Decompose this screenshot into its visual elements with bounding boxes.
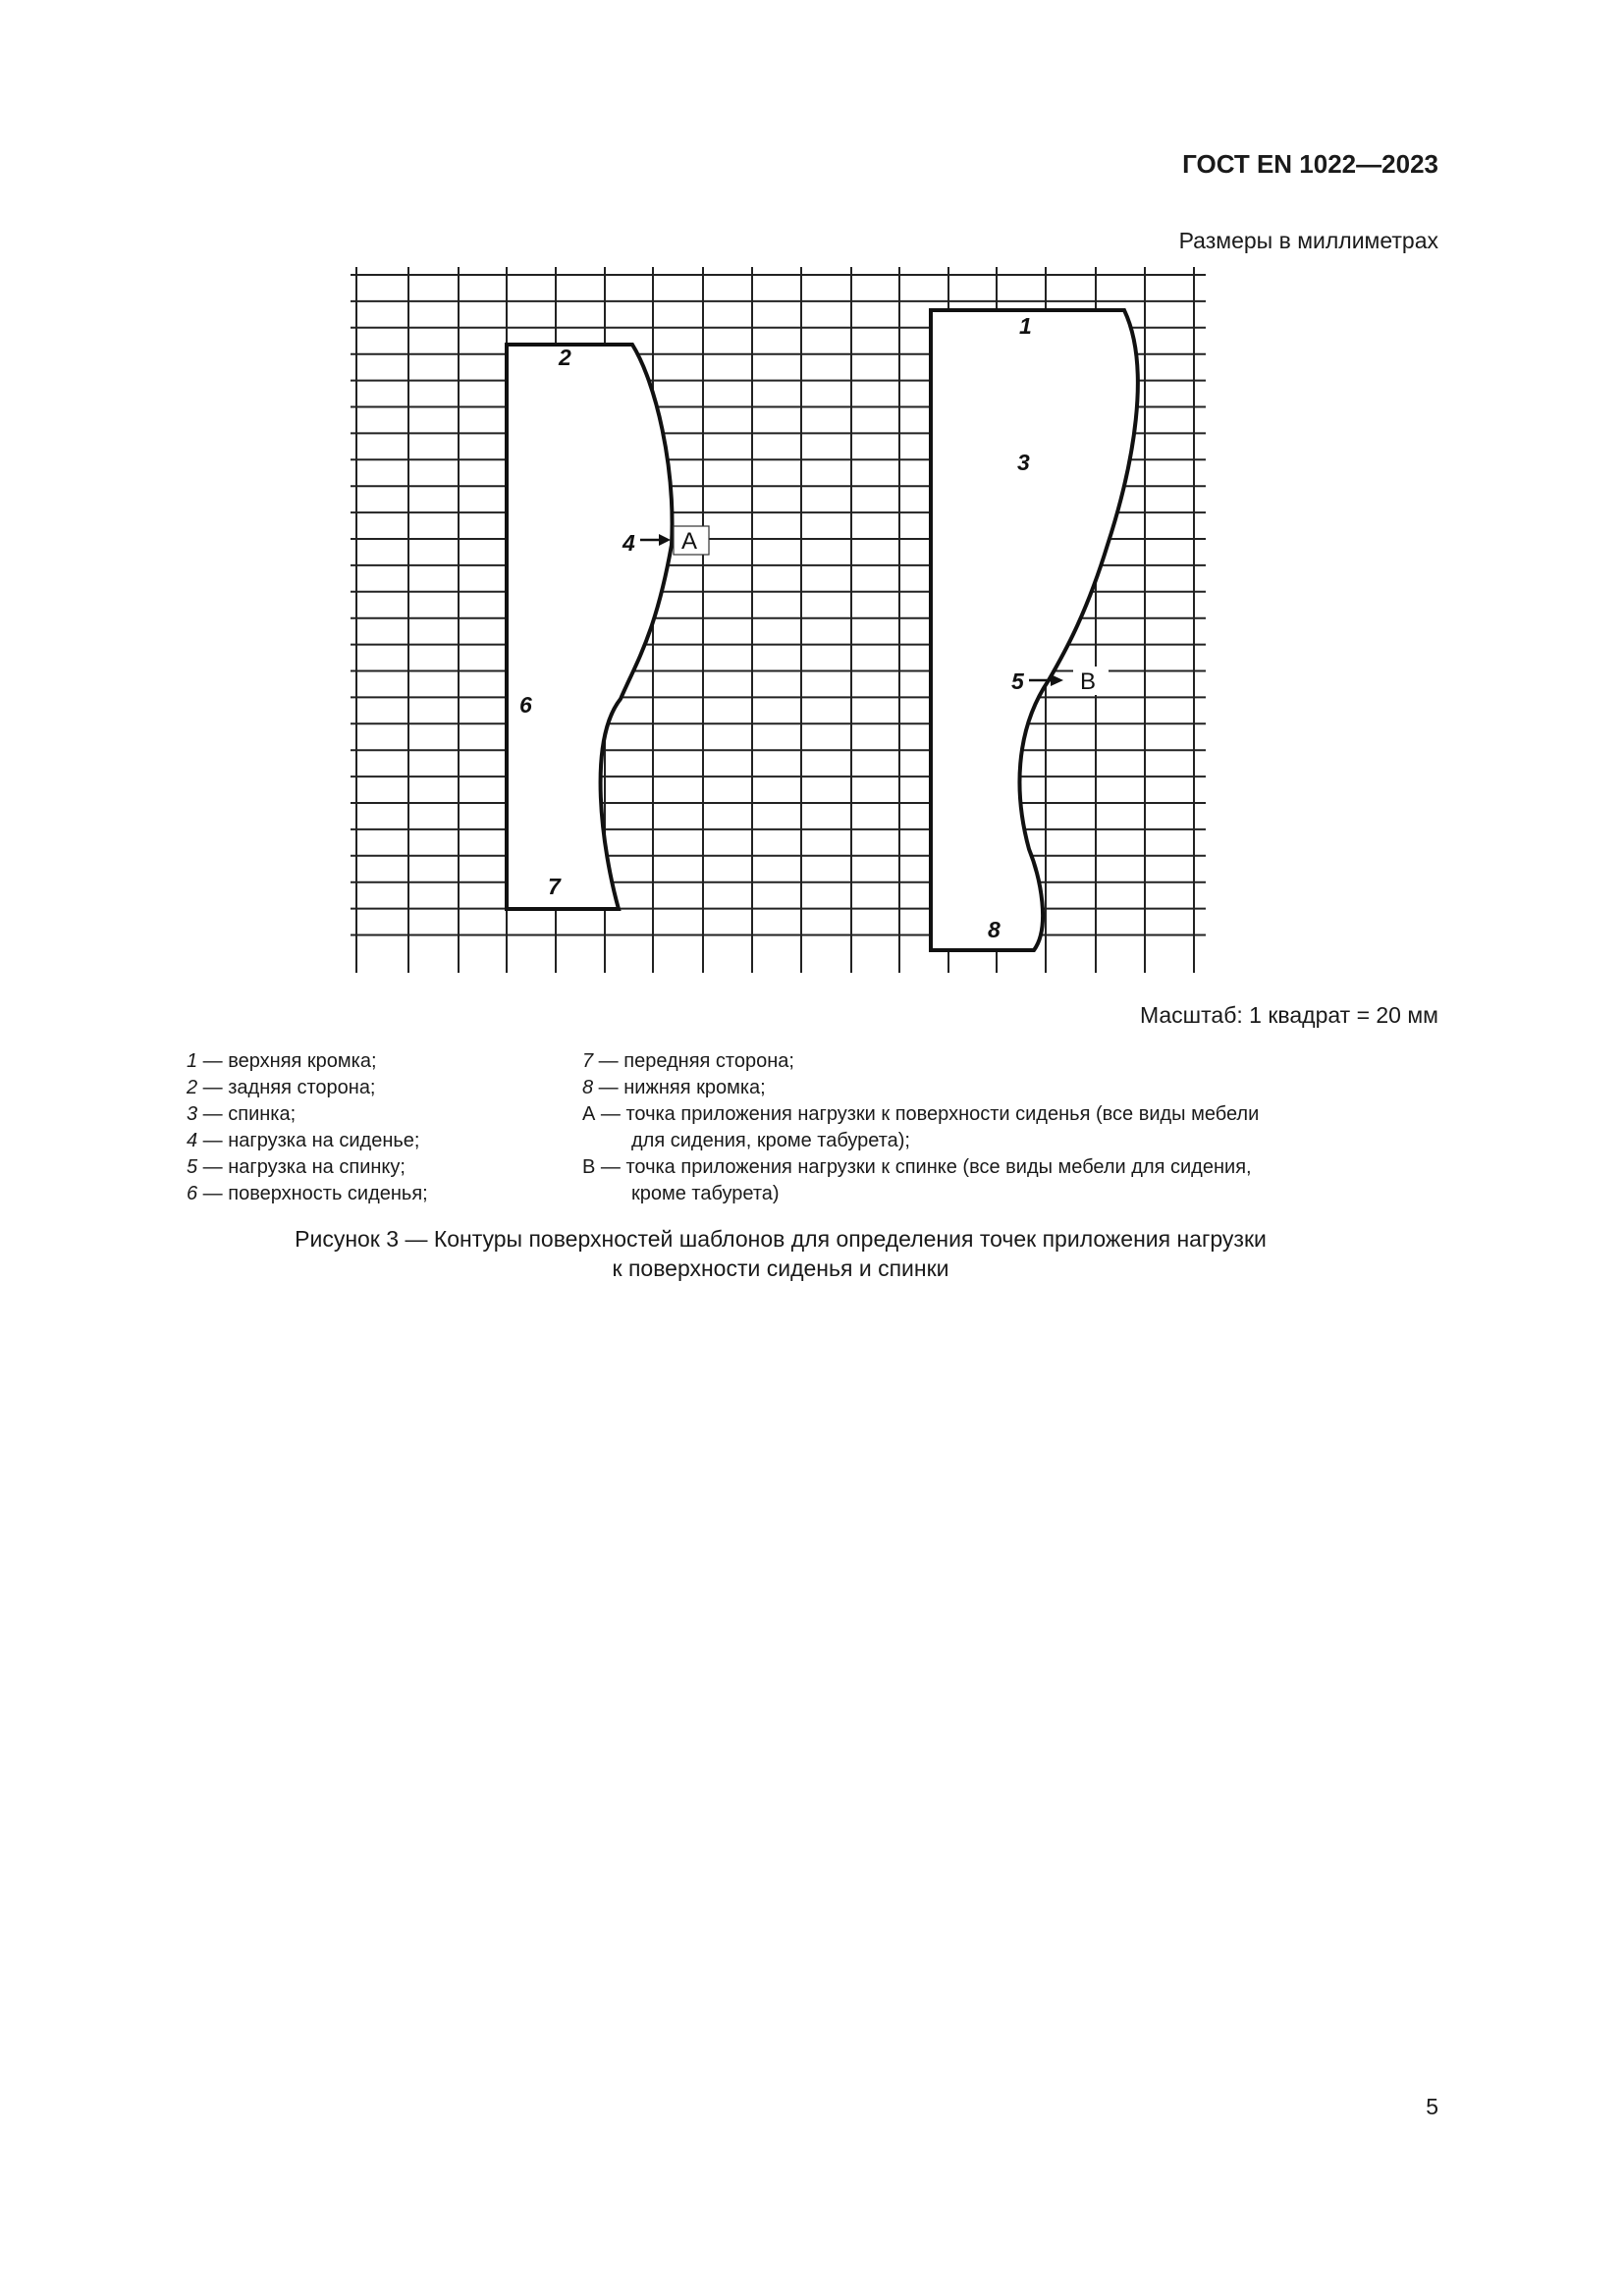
label-6-seat-surface: 6 [519, 692, 532, 718]
legend-key: 8 [582, 1077, 594, 1098]
legend-key: 7 [582, 1050, 594, 1072]
label-8-bottom-edge: 8 [988, 917, 1001, 942]
legend-item [582, 1075, 1368, 1101]
scale-note: Масштаб: 1 квадрат = 20 мм [1139, 1002, 1438, 1028]
point-a-label: А [681, 528, 698, 555]
legend-text: — точка приложения нагрузки к поверхности сиденья (все виды мебели [595, 1103, 1260, 1125]
legend-key: 4 [187, 1130, 198, 1151]
document-header-standard: ГОСТ EN 1022—2023 [1182, 149, 1438, 179]
legend-key: В [582, 1156, 596, 1178]
template-contours-figure [342, 260, 1216, 987]
legend-item [582, 1048, 1368, 1075]
legend-text: — нагрузка на спинку; [197, 1156, 406, 1178]
legend-left-column [187, 1048, 569, 1207]
legend-item-continuation: для сидения, кроме табурета); [631, 1130, 910, 1151]
figure-caption [147, 1224, 1414, 1283]
label-5-back-load: 5 [1011, 668, 1024, 694]
seat-template-outline [507, 345, 673, 909]
legend-key: А [582, 1103, 596, 1125]
label-3-backrest: 3 [1017, 450, 1030, 475]
legend-key: 1 [187, 1050, 198, 1072]
label-7-front-side: 7 [548, 874, 561, 899]
legend-text: — спинка; [197, 1103, 297, 1125]
label-2-back-side: 2 [559, 345, 571, 370]
legend-text: — верхняя кромка; [197, 1050, 377, 1072]
label-4-seat-load: 4 [623, 530, 635, 556]
point-b-label: В [1080, 668, 1097, 695]
legend-item [187, 1181, 569, 1207]
legend-item [187, 1128, 569, 1154]
dimensions-note: Размеры в миллиметрах [1178, 228, 1438, 253]
legend-item [187, 1075, 569, 1101]
legend-item [582, 1154, 1368, 1181]
legend-text: — точка приложения нагрузки к спинке (все виды мебели для сидения, [595, 1156, 1252, 1178]
legend-item [582, 1101, 1368, 1128]
caption-line-1: Рисунок 3 — Контуры поверхностей шаблонов для определения точек приложения нагрузки [295, 1226, 1267, 1252]
legend-item-continuation: кроме табурета) [631, 1183, 780, 1204]
legend-key: 2 [187, 1077, 198, 1098]
legend-text: — поверхность сиденья; [197, 1183, 428, 1204]
legend-key: 3 [187, 1103, 198, 1125]
legend-text: — задняя сторона; [197, 1077, 376, 1098]
legend-text: — нагрузка на сиденье; [197, 1130, 420, 1151]
legend-text: — нижняя кромка; [593, 1077, 766, 1098]
page-number: 5 [1426, 2094, 1438, 2119]
label-1-top-edge: 1 [1019, 313, 1032, 339]
legend-key: 6 [187, 1183, 198, 1204]
legend-right-column [582, 1048, 1368, 1207]
legend-key: 5 [187, 1156, 198, 1178]
back-load-arrowhead [1051, 674, 1063, 686]
caption-line-2: к поверхности сиденья и спинки [612, 1255, 949, 1281]
back-template-outline [931, 310, 1138, 950]
legend-item [187, 1101, 569, 1128]
legend-text: — передняя сторона; [593, 1050, 794, 1072]
legend-item [187, 1048, 569, 1075]
legend-item [187, 1154, 569, 1181]
